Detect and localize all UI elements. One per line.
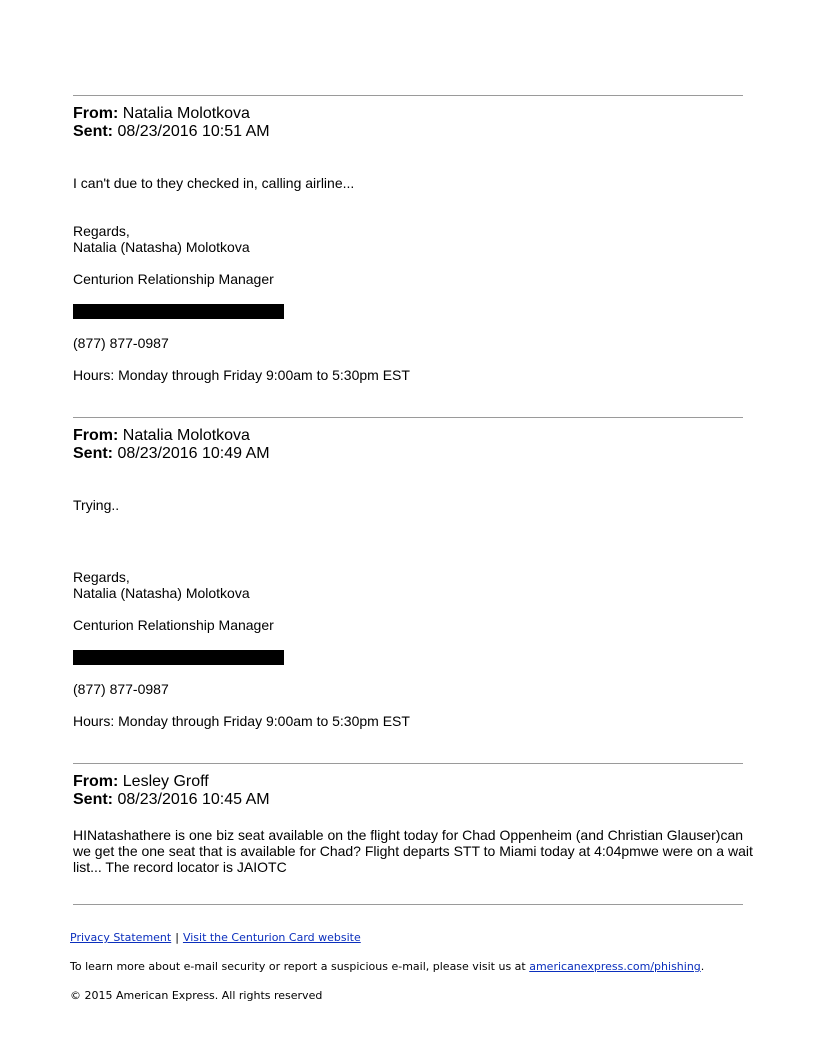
sent-value: 08/23/2016 10:51 AM — [117, 123, 270, 140]
security-text: To learn more about e-mail security or report a suspicious e-mail, please visit us at — [70, 960, 530, 973]
office-hours: Hours: Monday through Friday 9:00am to 5:30pm EST — [73, 713, 410, 729]
message-header — [73, 427, 753, 463]
from-label: From: — [73, 105, 119, 122]
message-header — [73, 105, 753, 141]
phishing-link[interactable]: americanexpress.com/phishing — [529, 960, 701, 973]
footer-divider — [73, 904, 743, 905]
sent-label: Sent: — [73, 123, 113, 140]
signature-title: Centurion Relationship Manager — [73, 271, 274, 287]
message-divider — [73, 763, 743, 764]
signature-title: Centurion Relationship Manager — [73, 617, 274, 633]
regards-text: Regards, — [73, 569, 130, 585]
privacy-statement-link[interactable]: Privacy Statement — [70, 931, 172, 944]
from-value: Natalia Molotkova — [122, 105, 250, 122]
message-body: Trying.. — [73, 497, 120, 513]
from-value: Natalia Molotkova — [122, 427, 250, 444]
message-header — [73, 773, 753, 809]
link-separator: | — [175, 931, 179, 944]
sent-label: Sent: — [73, 791, 113, 808]
office-hours: Hours: Monday through Friday 9:00am to 5:30pm EST — [73, 367, 410, 383]
message-body: I can't due to they checked in, calling airline... — [73, 175, 355, 191]
sent-label: Sent: — [73, 445, 113, 462]
message-divider — [73, 417, 743, 418]
centurion-website-link[interactable]: Visit the Centurion Card website — [182, 931, 361, 944]
security-period: . — [700, 960, 705, 973]
from-value: Lesley Groff — [122, 773, 209, 790]
copyright-text: © 2015 American Express. All rights reserved — [70, 989, 323, 1002]
sent-value: 08/23/2016 10:45 AM — [117, 791, 270, 808]
signature-name: Natalia (Natasha) Molotkova — [73, 585, 250, 601]
message-divider — [73, 95, 743, 96]
redaction-bar — [73, 304, 284, 319]
phone-number: (877) 877-0987 — [73, 681, 169, 697]
message-body: HINatashathere is one biz seat available on the flight today for Chad Oppenheim (and Christian Glauser)can we get the one seat that is available for Chad? Flight departs STT to Miami today at 4:04pmwe were on a wait list... The record locator is JAIOTC — [73, 827, 753, 875]
sent-value: 08/23/2016 10:49 AM — [117, 445, 270, 462]
from-label: From: — [73, 773, 119, 790]
redaction-bar — [73, 650, 284, 665]
phone-number: (877) 877-0987 — [73, 335, 169, 351]
from-label: From: — [73, 427, 119, 444]
footer-links — [70, 931, 361, 945]
security-notice — [70, 960, 704, 974]
signature-name: Natalia (Natasha) Molotkova — [73, 239, 250, 255]
regards-text: Regards, — [73, 223, 130, 239]
